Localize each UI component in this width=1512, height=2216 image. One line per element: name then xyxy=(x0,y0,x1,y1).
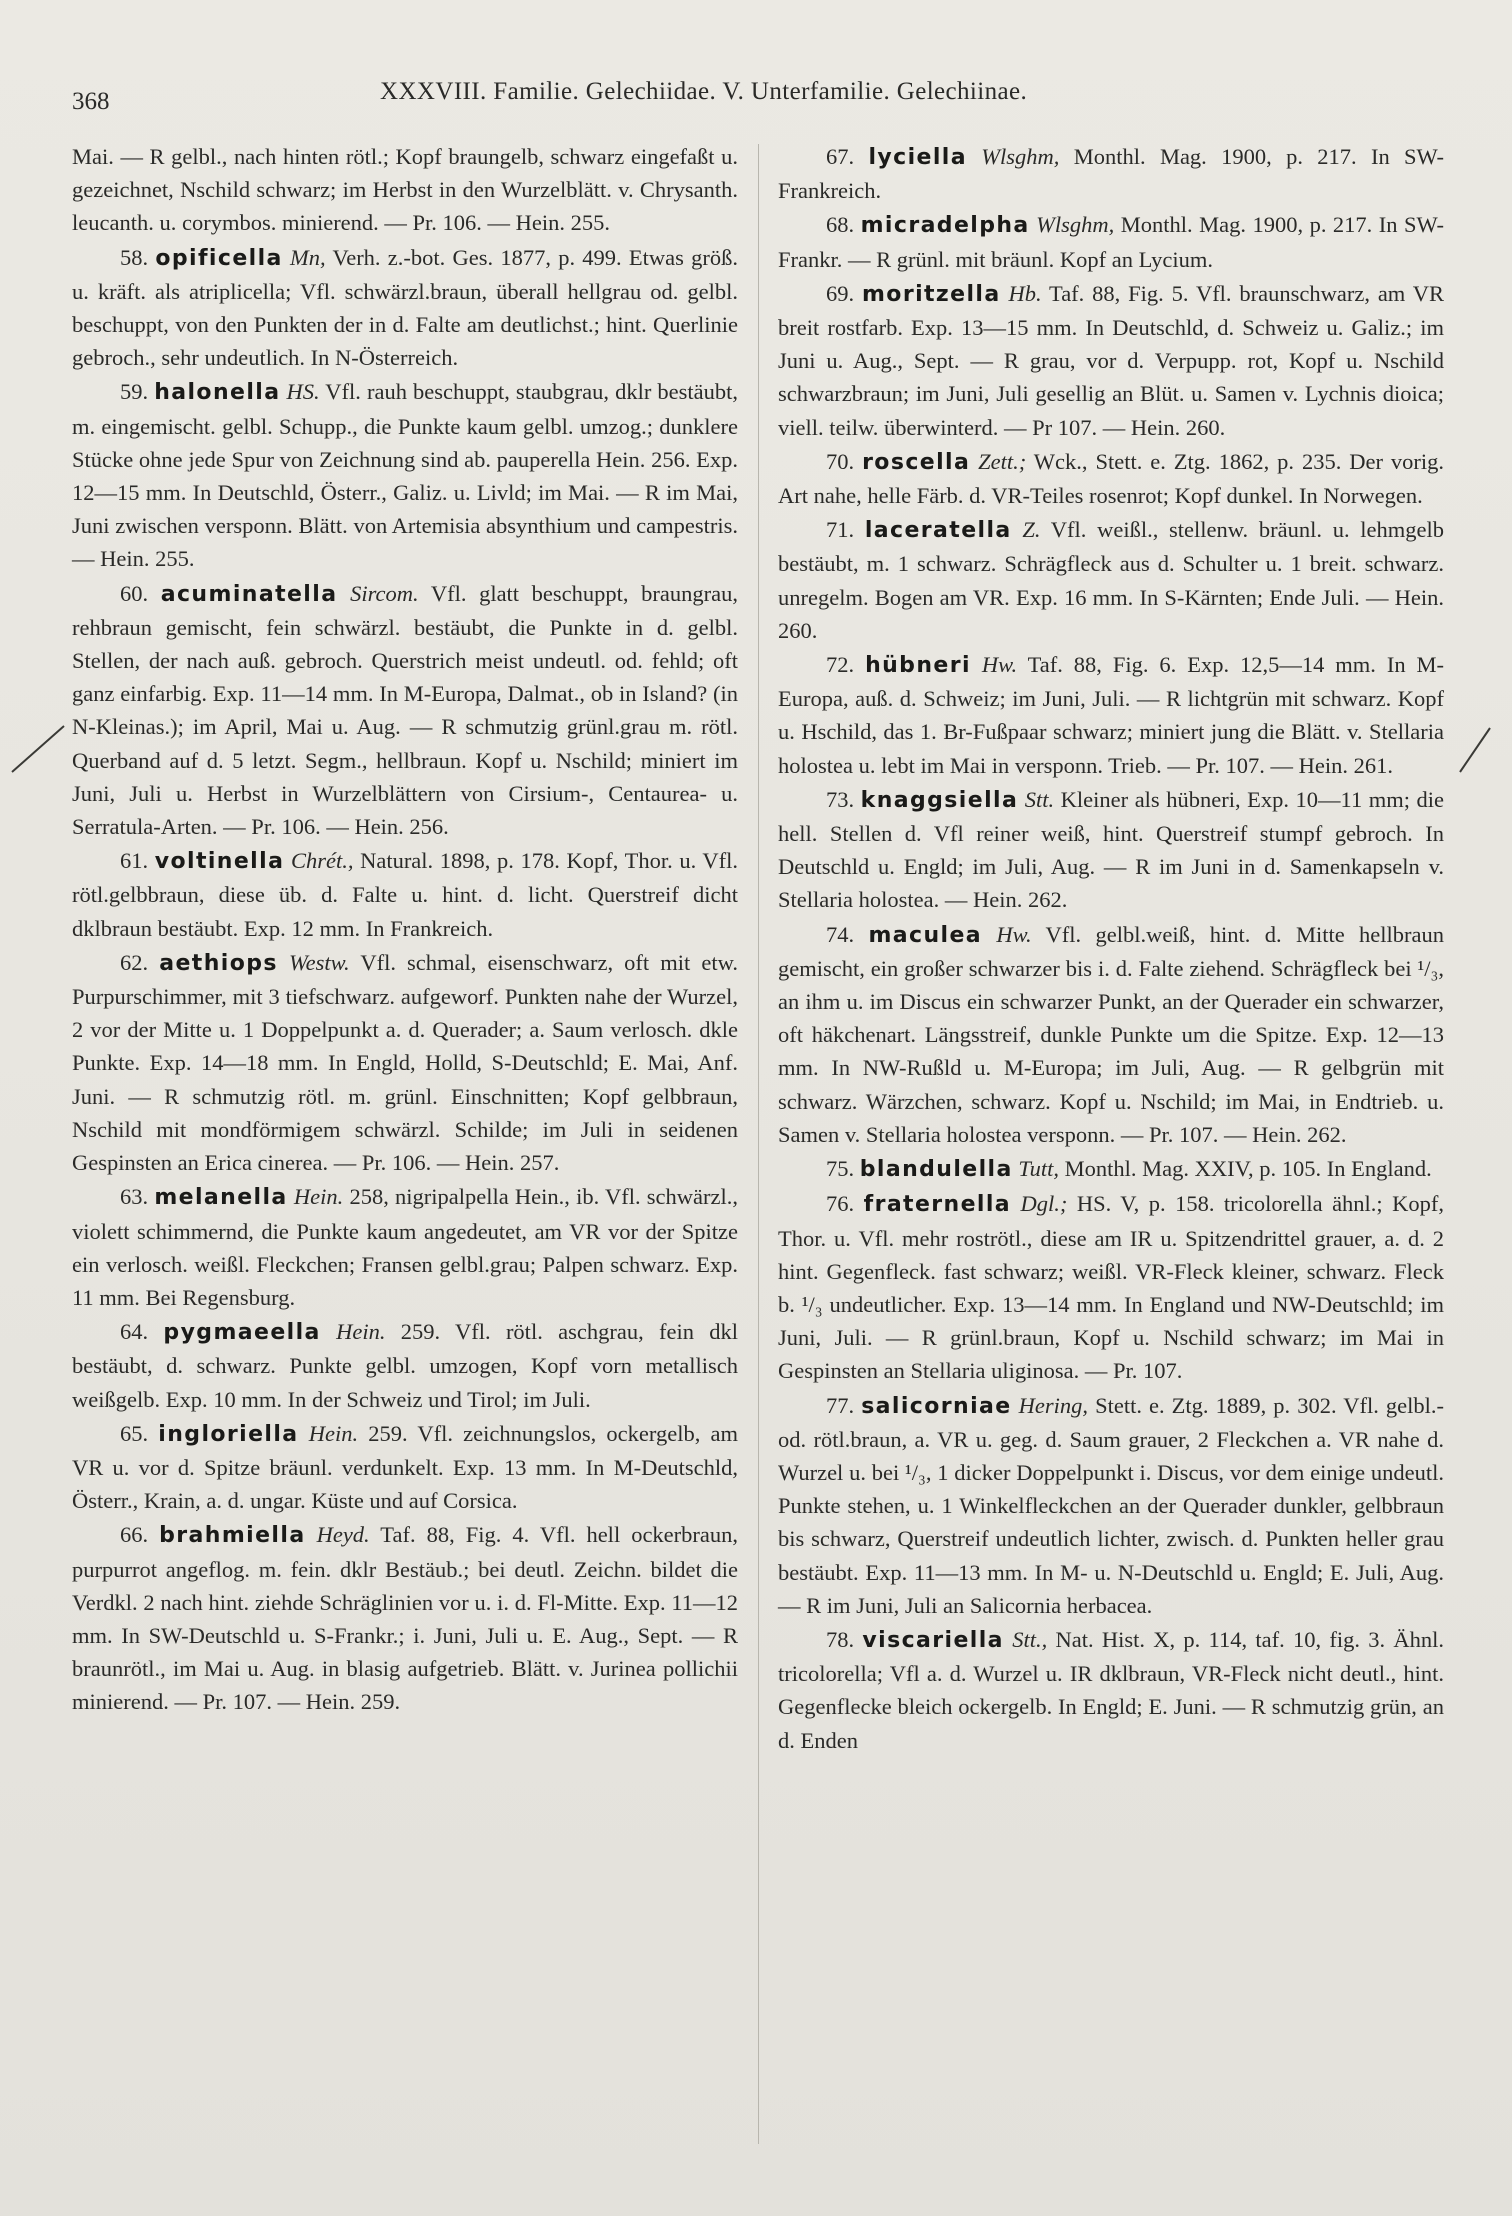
entry-text: Wck., Stett. e. Ztg. 1862, p. 235. Der vorig. Art nahe, helle Färb. d. VR-Teiles rosenrot; Kopf dunkel. In Norwegen. xyxy=(778,448,1445,509)
entry-text: Vfl. weißl., stellenw. bräunl. u. lehmgelb bestäubt, m. 1 schwarz. Schrägfleck aus d. Schulter u. 1 breit. schwarz. unregelm. Bogen am VR. Exp. 16 mm. In S-Kärnten; Ende Juli. — Hein. 260. xyxy=(778,517,1444,643)
species-name: fraternella xyxy=(863,1192,1012,1218)
species-name: moritzella xyxy=(861,281,1001,307)
right-column xyxy=(778,140,1444,1758)
species-name: roscella xyxy=(862,449,971,475)
species-author: Hw. xyxy=(981,652,1018,678)
left-column xyxy=(72,140,738,1720)
species-author: Stt., xyxy=(1012,1626,1048,1652)
species-author: Wlsghm, xyxy=(981,144,1060,169)
species-name: blandulella xyxy=(859,1157,1013,1183)
species-author: Stt. xyxy=(1024,786,1055,812)
species-author: Hein. xyxy=(308,1420,359,1446)
species-author: Mn, xyxy=(290,244,326,270)
species-name: salicorniae xyxy=(861,1393,1012,1419)
entry-number: 60. xyxy=(120,580,149,606)
entry-number: 58. xyxy=(120,244,149,270)
species-entry xyxy=(72,375,738,575)
species-author: Tutt, xyxy=(1018,1156,1060,1182)
entry-number: 73. xyxy=(826,786,855,812)
entry-number: 72. xyxy=(826,652,855,678)
entry-number: 65. xyxy=(120,1420,149,1446)
species-entry xyxy=(778,140,1444,207)
species-name: halonella xyxy=(154,380,281,406)
species-name: voltinella xyxy=(154,849,285,875)
species-name: viscariella xyxy=(862,1627,1004,1653)
species-author: Hein. xyxy=(336,1319,386,1345)
species-entry xyxy=(72,1315,738,1416)
species-entry xyxy=(72,1518,738,1718)
species-name: brahmiella xyxy=(159,1523,306,1549)
entry-number: 78. xyxy=(826,1626,855,1652)
entry-text: Vfl. gelbl.weiß, hint. d. Mitte hellbraun gemischt, ein großer schwarzer bis i. d. Falte ziehend. Schrägfleck bei ¹/₃, an ihm u. im Discus ein schwarzer Punkt, an der Querader ein schwarzer, oft häkchenart. Längsstreif, dunkle Punkte um die Spitze. Exp. 12—13 mm. In NW-Rußld u. M-Europa; im Juli, Aug. — R gelbgrün mit schwarz. Wärzchen, schwarz. Kopf u. Nschild; im Mai, in Endtrieb. u. Samen v. Stellaria holostea versponn. — Pr. 107. — Hein. 262. xyxy=(778,921,1445,1147)
species-author: Hw. xyxy=(996,921,1032,947)
entry-number: 69. xyxy=(826,280,855,306)
species-entry xyxy=(778,648,1444,782)
species-entry xyxy=(72,946,738,1179)
species-name: lyciella xyxy=(868,145,967,170)
page-header xyxy=(72,74,1372,114)
entry-number: 62. xyxy=(120,949,149,975)
species-entry xyxy=(778,208,1444,275)
entry-text: 258, nigripalpella Hein., ib. Vfl. schwärzl., violett schimmernd, die Punkte kaum angedeutet, am VR vor der Spitze ein verlosch. weißl. Fleckchen; Fransen gelbl.grau; Palpen schwarz. Exp. 11 mm. Bei Regensburg. xyxy=(72,1184,739,1310)
species-author: HS. xyxy=(286,379,320,405)
species-name: aethiops xyxy=(159,950,278,976)
pencil-tick-mark xyxy=(1456,722,1496,776)
entry-text: Vfl. schmal, eisenschwarz, oft mit etw. Purpurschimmer, mit 3 tiefschwarz. aufgeworf. Punkten nahe der Wurzel, 2 vor der Mitte u. 1 Doppelpunkt a. d. Querader; a. Saum verlosch. dkle Punkte. Exp. 14—18 mm. In Engld, Holld, S-Deutschld; E. Mai, Anf. Juni. — R schmutzig rötl. m. grünl. Einschnitten; Kopf gelbbraun, Nschild mit mondförmigem schwärzl. Schilde; im Juli in seidenen Gespinsten an Erica cinerea. — Pr. 106. — Hein. 257. xyxy=(72,949,739,1176)
species-author: Zett.; xyxy=(978,448,1027,474)
entry-text: Vfl. rauh beschuppt, staubgrau, dklr bestäubt, m. eingemischt. gelbl. Schupp., die Punkte kaum gelbl. umzog.; dunklere Stücke ohne jede Spur von Zeichnung sind ab. pauperella Hein. 256. Exp. 12—15 mm. In Deutschld, Österr., Galiz. u. Livld; im Mai. — R im Mai, Juni zwischen versponn. Blätt. von Artemisia absynthium und campestris. — Hein. 255. xyxy=(72,379,739,572)
entry-number: 77. xyxy=(826,1392,855,1418)
entry-text: Mai. — R gelbl., nach hinten rötl.; Kopf braungelb, schwarz eingefaßt u. gezeichnet, Nschild schwarz; im Herbst in den Wurzelblätt. v. Chrysanth. leucanth. u. corymbos. minierend. — Pr. 106. — Hein. 255. xyxy=(72,144,738,236)
species-name: pygmaeella xyxy=(163,1320,321,1346)
entry-text: Nat. Hist. X, p. 114, taf. 10, fig. 3. Ähnl. tricolorella; Vfl a. d. Wurzel u. IR dklbraun, VR-Fleck nicht deutl., hint. Gegenflecke bleich ockergelb. In Engld; E. Juni. — R schmutzig grün, an d. Enden xyxy=(778,1626,1445,1753)
species-author: Westw. xyxy=(289,949,350,975)
species-entry xyxy=(778,1623,1444,1757)
entry-text: Natural. 1898, p. 178. Kopf, Thor. u. Vfl. rötl.gelbbraun, diese üb. d. Falte u. hint. d. licht. Querstreif dicht dklbraun bestäubt. Exp. 12 mm. In Frankreich. xyxy=(72,848,739,941)
entry-number: 70. xyxy=(826,448,855,474)
species-name: melanella xyxy=(154,1185,288,1211)
entry-text: HS. V, p. 158. tricolorella ähnl.; Kopf, Thor. u. Vfl. mehr roströtl., diese am IR u. Spitzendrittel grauer, a. d. 2 hint. Gegenfleck. fast schwarz; weißl. VR-Fleck kleiner, schwarz. Fleck b. ¹/₃ undeutlicher. Exp. 13—14 mm. In England und NW-Deutschld; im Juni, Juli. — R grünl.braun, Kopf u. Nschild schwarz; im Mai in Gespinsten an Stellaria uliginosa. — Pr. 107. xyxy=(778,1191,1445,1384)
species-name: acuminatella xyxy=(160,581,338,607)
species-name: ingloriella xyxy=(158,1421,299,1447)
species-entry xyxy=(72,844,738,945)
species-author: Wlsghm, xyxy=(1036,212,1115,238)
species-name: knaggsiella xyxy=(860,787,1019,813)
species-entry xyxy=(72,1180,738,1314)
entry-number: 59. xyxy=(120,379,149,405)
species-author: Sircom. xyxy=(350,580,419,606)
entry-number: 68. xyxy=(826,212,855,238)
species-author: Heyd. xyxy=(316,1522,370,1548)
entry-number: 64. xyxy=(120,1319,149,1345)
entry-text: 259. Vfl. zeichnungslos, ockergelb, am VR u. vor d. Spitze bräunl. verdunkelt. Exp. 13 mm. In M-Deutschld, Österr., Krain, a. d. ungar. Küste und auf Corsica. xyxy=(72,1420,739,1514)
entry-text: Taf. 88, Fig. 6. Exp. 12,5—14 mm. In M-Europa, auß. d. Schweiz; im Juni, Juli. — R lichtgrün mit schwarz. Kopf u. Hschild, das 1. Br-Fußpaar schwarz; miniert jung die Blätt. v. Stellaria holostea u. lebt im Mai in versponn. Trieb. — Pr. 107. — Hein. 261. xyxy=(778,652,1445,778)
entry-number: 67. xyxy=(826,144,855,169)
entry-number: 61. xyxy=(120,848,149,874)
entry-text: Monthl. Mag. XXIV, p. 105. In England. xyxy=(1059,1156,1432,1182)
species-author: Hein. xyxy=(293,1184,344,1210)
species-author: Hering, xyxy=(1018,1392,1089,1418)
species-entry xyxy=(778,1389,1444,1622)
pencil-tick-mark xyxy=(8,722,68,776)
species-entry xyxy=(778,277,1444,444)
species-name: laceratella xyxy=(864,518,1012,544)
species-name: maculea xyxy=(868,922,983,948)
entry-text: Verh. z.-bot. Ges. 1877, p. 499. Etwas größ. u. kräft. als atriplicella; Vfl. schwärzl.braun, überall hellgrau od. gelbl. beschuppt, von den Punkten der in d. Falte am deutlichst.; hint. Querlinie gebroch., sehr undeutlich. In N-Österreich. xyxy=(72,244,739,371)
entry-text: 259. Vfl. rötl. aschgrau, fein dkl bestäubt, d. schwarz. Punkte gelbl. umzogen, Kopf vorn metallisch weißgelb. Exp. 10 mm. In der Schweiz und Tirol; im Juli. xyxy=(72,1319,739,1412)
column-divider xyxy=(758,144,759,2144)
species-entry xyxy=(778,1187,1444,1387)
species-entry xyxy=(72,577,738,844)
species-entry xyxy=(778,445,1444,512)
species-entry xyxy=(778,783,1444,917)
species-author: Dgl.; xyxy=(1020,1191,1068,1217)
running-title: XXXVIII. Familie. Gelechiidae. V. Unterfamilie. Gelechiinae. xyxy=(380,78,1028,105)
species-author: Chrét., xyxy=(290,848,354,874)
species-name: hübneri xyxy=(865,653,971,679)
species-entry xyxy=(778,1152,1444,1186)
species-entry xyxy=(778,513,1444,647)
entry-text: Kleiner als hübneri, Exp. 10—11 mm; die hell. Stellen d. Vfl reiner weiß, hint. Querstreif stumpf gebroch. In Deutschld u. Engld; im Juli, Aug. — R im Juni in d. Samenkapseln v. Stellaria holostea. — Hein. 262. xyxy=(778,786,1445,913)
entry-text: Monthl. Mag. 1900, p. 217. In SW-Frankreich. xyxy=(778,144,1445,204)
species-entry xyxy=(778,918,1444,1151)
entry-number: 74. xyxy=(826,921,855,947)
species-name: opificella xyxy=(155,245,283,271)
entry-number: 75. xyxy=(826,1156,855,1182)
species-author: Hb. xyxy=(1008,280,1042,306)
entry-number: 76. xyxy=(826,1191,855,1217)
entry-number: 71. xyxy=(826,517,855,543)
entry-text: Vfl. glatt beschuppt, braungrau, rehbraun gemischt, fein schwärzl. bestäubt, die Punkte in d. gelbl. Stellen, der nach auß. gebroch. Querstrich meist undeutl. od. fehld; oft ganz einfarbig. Exp. 11—14 mm. In M-Europa, Dalmat., ob in Island? (in N-Kleinas.); im April, Mai u. Aug. — R schmutzig grünl.grau m. rötl. Querband auf d. 5 letzt. Segm., hellbraun. Kopf u. Nschild; miniert im Juni, Juli u. Herbst in Wurzelblättern von Cirsium-, Centaurea- u. Serratula-Arten. — Pr. 106. — Hein. 256. xyxy=(72,580,738,840)
species-author: Z. xyxy=(1022,517,1041,543)
entry-text: Taf. 88, Fig. 4. Vfl. hell ockerbraun, purpurrot angeflog. m. fein. dklr Bestäub.; bei deutl. Zeichn. bildet die Verdkl. 2 nach hint. ziehde Schräglinien vor u. i. d. Fl-Mitte. Exp. 11—12 mm. In SW-Deutschld u. S-Frankr.; i. Juni, Juli u. E. Aug., Sept. — R braunrötl., im Mai u. Aug. in blasig aufgetrieb. Blätt. v. Jurinea pollichii minierend. — Pr. 107. — Hein. 259. xyxy=(72,1522,739,1715)
species-entry xyxy=(72,241,738,375)
entry-text: Taf. 88, Fig. 5. Vfl. braunschwarz, am VR breit rostfarb. Exp. 13—15 mm. In Deutschld, d. Schweiz u. Galiz.; im Juni u. Aug., Sept. — R grau, vor d. Verpupp. rot, Kopf u. Nschild schwarzbraun; im Juni, Juli gesellig an Blüt. u. Samen v. Lychnis dioica; viell. teilw. überwinterd. — Pr 107. — Hein. 260. xyxy=(778,280,1445,440)
entry-text: Stett. e. Ztg. 1889, p. 302. Vfl. gelbl.- od. rötl.braun, a. VR u. geg. d. Saum grauer, 2 Fleckchen a. VR nahe d. Wurzel u. bei ¹/₃, 1 dicker Doppelpunkt i. Discus, vor dem einige undeutl. Punkte stehen, u. 1 Winkelfleckchen an der Querader dunkler, gelbbraun bis schwarz, Querstreif undeutlich lichter, zwisch. d. Punkten heller grau bestäubt. Exp. 11—13 mm. In M- u. N-Deutschld u. Engld; E. Juli, Aug. — R im Juni, Juli an Salicornia herbacea. xyxy=(778,1392,1445,1618)
entry-text: Monthl. Mag. 1900, p. 217. In SW-Frankr. — R grünl. mit bräunl. Kopf an Lycium. xyxy=(778,212,1445,272)
entry-number: 63. xyxy=(120,1184,149,1210)
entry-number: 66. xyxy=(120,1522,149,1548)
species-entry xyxy=(72,140,738,240)
species-name: micradelpha xyxy=(860,213,1030,239)
page-number: 368 xyxy=(72,88,110,115)
species-entry xyxy=(72,1417,738,1518)
